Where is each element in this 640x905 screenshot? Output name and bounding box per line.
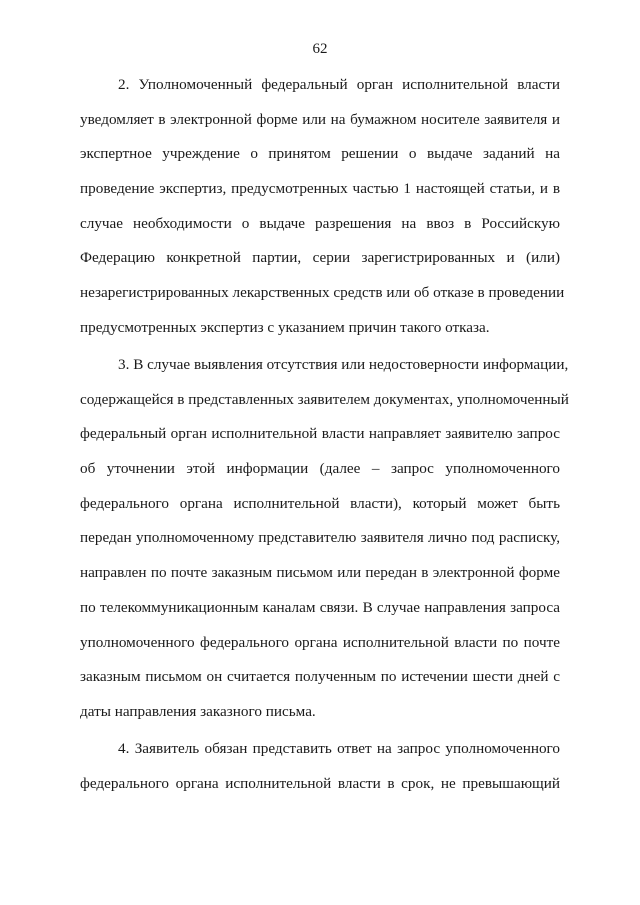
text-line: случае необходимости о выдаче разрешения на ввоз в Российскую (80, 214, 560, 232)
text-line: уполномоченного федерального органа исполнительной власти по почте (80, 633, 560, 651)
page-number: 62 (312, 41, 328, 57)
text-line: 2. Уполномоченный федеральный орган исполнительной власти (118, 76, 560, 93)
text-line: даты направления заказного письма. (80, 702, 316, 720)
text-line: федерального органа исполнительной власти в срок, не превышающий (80, 774, 560, 792)
text-line: экспертное учреждение о принятом решении о выдаче заданий на (80, 145, 560, 163)
text-line: передан уполномоченному представителю заявителя лично под расписку, (80, 529, 560, 547)
text-line: 3. В случае выявления отсутствия или недостоверности информации, (118, 356, 569, 373)
text-line: федерального органа исполнительной власти), который может быть (80, 494, 560, 512)
text-line: об уточнении этой информации (далее – запрос уполномоченного (80, 460, 560, 478)
paragraph-2 (80, 68, 565, 346)
text-line: проведение экспертиз, предусмотренных частью 1 настоящей статьи, и в (80, 180, 560, 198)
text-line: направлен по почте заказным письмом или передан в электронной форме (80, 564, 560, 582)
text-line: по телекоммуникационным каналам связи. В случае направления запроса (80, 598, 560, 616)
text-line: 4. Заявитель обязан представить ответ на запрос уполномоченного (118, 740, 560, 757)
text-line: незарегистрированных лекарственных средств или об отказе в проведении (80, 284, 565, 302)
text-line: заказным письмом он считается полученным по истечении шести дней с (80, 668, 560, 686)
paragraph-4 (80, 732, 560, 801)
text-line: уведомляет в электронной форме или на бумажном носителе заявителя и (80, 110, 560, 128)
text-line: содержащейся в представленных заявителем документах, уполномоченный (80, 390, 569, 408)
text-line: федеральный орган исполнительной власти направляет заявителю запрос (80, 425, 560, 443)
text-line: Федерацию конкретной партии, серии зарегистрированных и (или) (80, 249, 560, 267)
paragraph-3 (80, 348, 569, 730)
text-line: предусмотренных экспертиз с указанием причин такого отказа. (80, 318, 490, 336)
